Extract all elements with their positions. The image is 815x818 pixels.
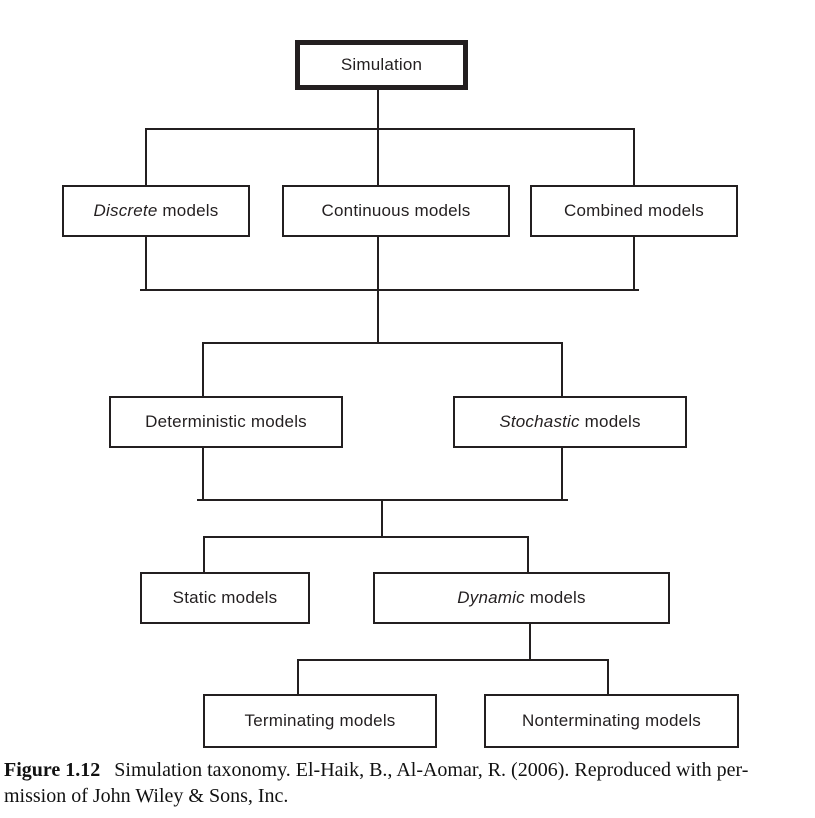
node-static-models — [140, 572, 310, 624]
connector-line — [561, 448, 563, 501]
node-label: Deterministic models — [145, 412, 307, 431]
node-discrete-models — [62, 185, 250, 237]
node-label: Terminating models — [244, 711, 396, 730]
node-nonterminating-models — [484, 694, 739, 748]
node-dynamic-models — [373, 572, 670, 624]
connector-line — [633, 237, 635, 291]
connector-line — [202, 342, 563, 344]
node-continuous-models — [282, 185, 510, 237]
connector-line — [203, 536, 205, 572]
node-label: Stochastic models — [499, 412, 641, 431]
connector-line — [202, 448, 204, 501]
caption-line2: mission of John Wiley & Sons, Inc. — [4, 785, 289, 807]
connector-line — [203, 536, 529, 538]
connector-line — [607, 659, 609, 694]
node-stochastic-models — [453, 396, 687, 448]
connector-line — [145, 128, 635, 130]
figure-caption — [4, 757, 812, 809]
connector-line — [145, 128, 147, 185]
node-label: Static models — [172, 588, 278, 607]
node-deterministic-models — [109, 396, 343, 448]
connector-line — [633, 128, 635, 185]
node-label: Nonterminating models — [521, 711, 701, 730]
connector-line — [381, 499, 383, 538]
connector-line — [529, 624, 531, 661]
node-terminating-models — [203, 694, 437, 748]
caption-line1: Simulation taxonomy. El-Haik, B., Al-Aomar, R. (2006). Reproduced with per- — [114, 759, 749, 781]
node-label: Simulation — [340, 55, 423, 74]
connector-line — [377, 128, 379, 185]
connector-line — [377, 90, 379, 129]
connector-line — [377, 289, 379, 344]
node-label: Discrete models — [93, 201, 219, 220]
figure-number-label: Figure 1.12 — [4, 759, 101, 781]
connector-line — [297, 659, 609, 661]
connector-line — [561, 342, 563, 396]
connector-line — [202, 342, 204, 396]
connector-line — [377, 237, 379, 291]
node-label: Dynamic models — [457, 588, 586, 607]
connector-line — [145, 237, 147, 291]
node-combined-models — [530, 185, 738, 237]
connector-line — [527, 536, 529, 572]
node-label: Combined models — [563, 201, 704, 220]
node-simulation — [295, 40, 468, 90]
connector-line — [140, 289, 639, 291]
connector-line — [297, 659, 299, 694]
node-label: Continuous models — [321, 201, 471, 220]
